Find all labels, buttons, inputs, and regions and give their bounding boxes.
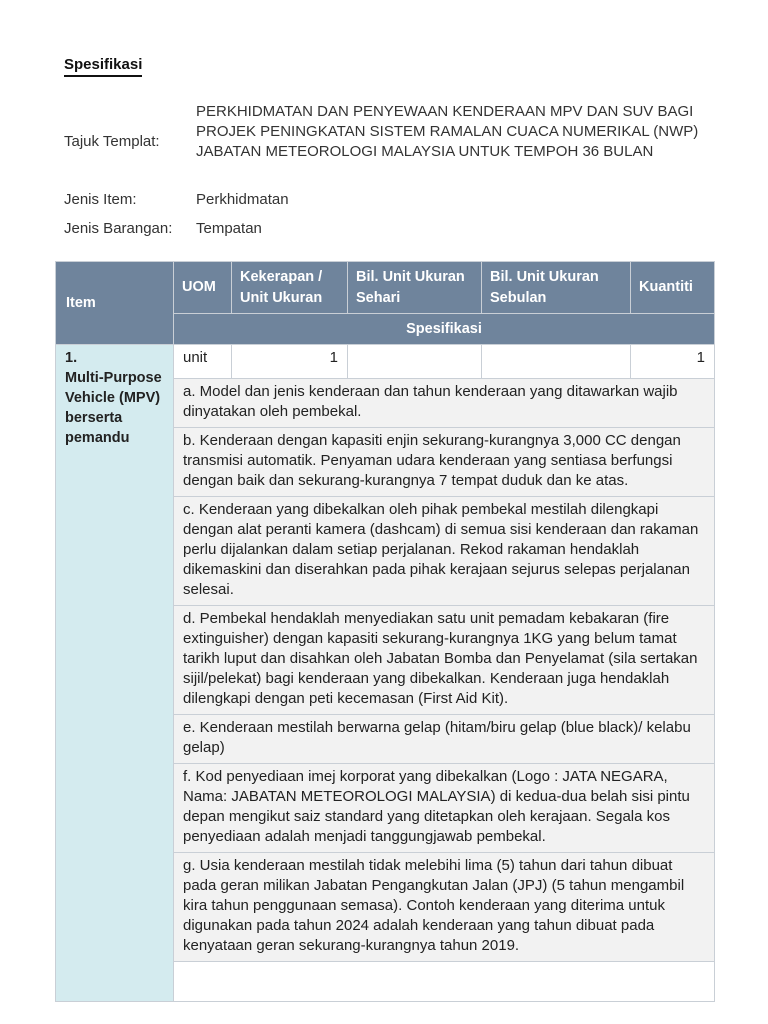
meta-key: Jenis Item:	[64, 191, 137, 208]
spec-item-blank	[174, 962, 715, 1002]
item-number: 1.	[65, 350, 78, 366]
kekerapan-cell: 1	[232, 345, 348, 379]
header-spesifikasi: Spesifikasi	[174, 314, 715, 345]
page-heading: Spesifikasi	[64, 56, 142, 77]
header-kekerapan: Kekerapan / Unit Ukuran	[232, 262, 348, 314]
spec-item-e: e. Kenderaan mestilah berwarna gelap (hitam/biru gelap (blue black)/ kelabu gelap)	[174, 715, 715, 764]
meta-row-jenis-barangan	[64, 219, 724, 239]
table-row	[56, 345, 715, 379]
meta-key: Jenis Barangan:	[64, 220, 173, 237]
header-item: Item	[56, 262, 174, 345]
sebulan-cell	[482, 345, 631, 379]
spec-item-g: g. Usia kenderaan mestilah tidak melebihi lima (5) tahun dari tahun dibuat pada geran milikan Jabatan Pengangkutan Jalan (JPJ) (5 tahun mengambil kira tahun penggunaan semasa). Contoh kenderaan yang diterima untuk digunakan pada tahun 2024 adalah kenderaan yang tahun dibuat pada kenyataan geran sekurang-kurangnya tahun 2019.	[174, 853, 715, 962]
spec-item-a: a. Model dan jenis kenderaan dan tahun kenderaan yang ditawarkan wajib dinyatakan oleh pembekal.	[174, 379, 715, 428]
header-bil-unit-sebulan: Bil. Unit Ukuran Sebulan	[482, 262, 631, 314]
header-bil-unit-sehari: Bil. Unit Ukuran Sehari	[348, 262, 482, 314]
meta-key: Tajuk Templat:	[64, 133, 160, 150]
meta-value: Tempatan	[196, 220, 262, 237]
meta-value: PERKHIDMATAN DAN PENYEWAAN KENDERAAN MPV DAN SUV BAGI PROJEK PENINGKATAN SISTEM RAMALAN CUACA NUMERIKAL (NWP) JABATAN METEOROLOGI MALAYSIA UNTUK TEMPOH 36 BULAN	[196, 103, 699, 160]
specification-table	[55, 261, 715, 1002]
item-name: Multi-Purpose Vehicle (MPV) berserta pemandu	[65, 370, 162, 446]
uom-cell: unit	[174, 345, 232, 379]
header-uom: UOM	[174, 262, 232, 314]
meta-row-tajuk	[64, 102, 724, 182]
meta-value: Perkhidmatan	[196, 191, 289, 208]
spec-item-b: b. Kenderaan dengan kapasiti enjin sekurang-kurangnya 3,000 CC dengan transmisi automatik. Penyaman udara kenderaan yang sentiasa berfungsi dengan baik dan sekurang-kurangnya 7 tempat duduk dan ke atas.	[174, 428, 715, 497]
spec-item-c: c. Kenderaan yang dibekalkan oleh pihak pembekal mestilah dilengkapi dengan alat peranti kamera (dashcam) di semua sisi kenderaan dan rakaman perlu dijalankan dalam setiap perjalanan. Rekod rakaman hendaklah dikemaskini dan diserahkan pada pihak kerajaan sejurus selepas perjalanan selesai.	[174, 497, 715, 606]
sehari-cell	[348, 345, 482, 379]
spec-item-f: f. Kod penyediaan imej korporat yang dibekalkan (Logo : JATA NEGARA, Nama: JABATAN METEOROLOGI MALAYSIA) di kedua-dua belah sisi pintu depan mengikut saiz standard yang ditetapkan oleh kerajaan. Segala kos penyediaan adalah menjadi tanggungjawab pembekal.	[174, 764, 715, 853]
meta-row-jenis-item	[64, 190, 724, 210]
spec-item-d: d. Pembekal hendaklah menyediakan satu unit pemadam kebakaran (fire extinguisher) dengan kapasiti sekurang-kurangnya 1KG yang belum tamat tarikh luput dan disahkan oleh Jabatan Bomba dan Penyelamat (sila sertakan sijil/pelekat) bagi kenderaan yang dibekalkan. Kenderaan juga hendaklah dilengkapi dengan peti kecemasan (First Aid Kit).	[174, 606, 715, 715]
kuantiti-cell: 1	[631, 345, 715, 379]
header-kuantiti: Kuantiti	[631, 262, 715, 314]
item-cell	[56, 345, 174, 1002]
